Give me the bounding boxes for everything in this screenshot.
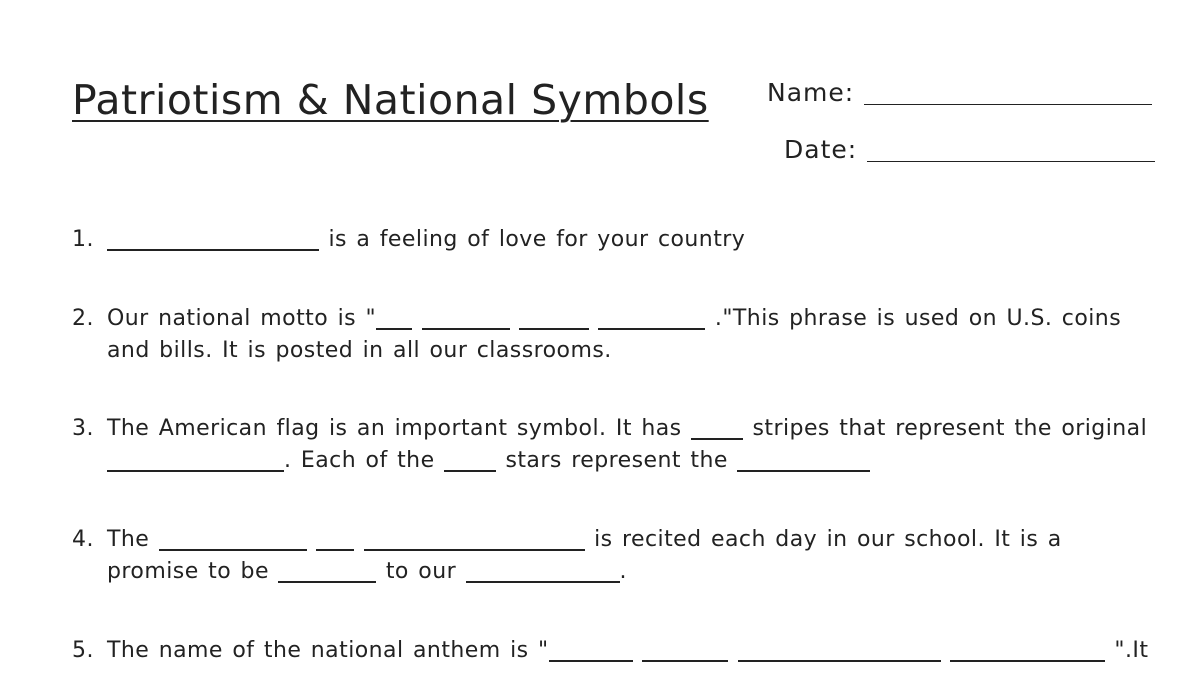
question-number: 5. [72,638,94,663]
question-4 [72,524,1152,587]
question-text: The name of the national anthem is " [107,638,549,663]
date-label: Date: [784,135,858,164]
answer-blank[interactable] [519,327,589,330]
name-label: Name: [767,78,855,107]
question-text: . [619,558,627,584]
question-1 [72,224,1152,256]
date-field-row [784,135,1155,164]
question-text: stars represent the [496,447,738,473]
question-text: to our [376,558,466,584]
question-text: stripes that represent the original [743,416,1148,441]
answer-blank[interactable] [466,580,620,583]
question-text: The American flag is an important symbol. It has [107,416,692,441]
worksheet-title: Patriotism & National Symbols [72,76,709,124]
date-blank[interactable] [867,161,1155,162]
answer-blank[interactable] [738,659,941,662]
answer-blank[interactable] [598,327,705,330]
answer-blank[interactable] [444,469,496,472]
answer-blank[interactable] [364,548,585,551]
name-field-row [767,78,1152,107]
answer-blank[interactable] [950,659,1105,662]
answer-blank[interactable] [278,580,376,583]
question-number: 2. [72,306,94,331]
answer-blank[interactable] [691,437,743,440]
question-text: Our national motto is " [107,306,377,331]
answer-blank[interactable] [159,548,307,551]
answer-blank[interactable] [737,469,870,472]
name-blank[interactable] [864,104,1152,105]
answer-blank[interactable] [549,659,633,662]
answer-blank[interactable] [316,548,354,551]
answer-blank[interactable] [642,659,728,662]
answer-blank[interactable] [422,327,510,330]
question-number: 4. [72,527,94,552]
question-text: is a feeling of love for your country [319,227,746,252]
question-text: ."This phrase is used on U.S. coins and bills. It is posted in all our classrooms. [107,306,1122,363]
answer-blank[interactable] [107,248,319,251]
question-text: is recited each day in our school. It is a promise to be [107,527,1062,584]
question-2 [72,303,1152,366]
answer-blank[interactable] [107,469,284,472]
question-3 [72,413,1152,476]
question-text: The [107,527,159,552]
answer-blank[interactable] [376,327,412,330]
question-5 [72,635,1152,667]
question-number: 3. [72,416,94,441]
question-number: 1. [72,227,94,252]
question-text: ".It [1104,638,1149,663]
question-text: . Each of the [284,447,444,473]
